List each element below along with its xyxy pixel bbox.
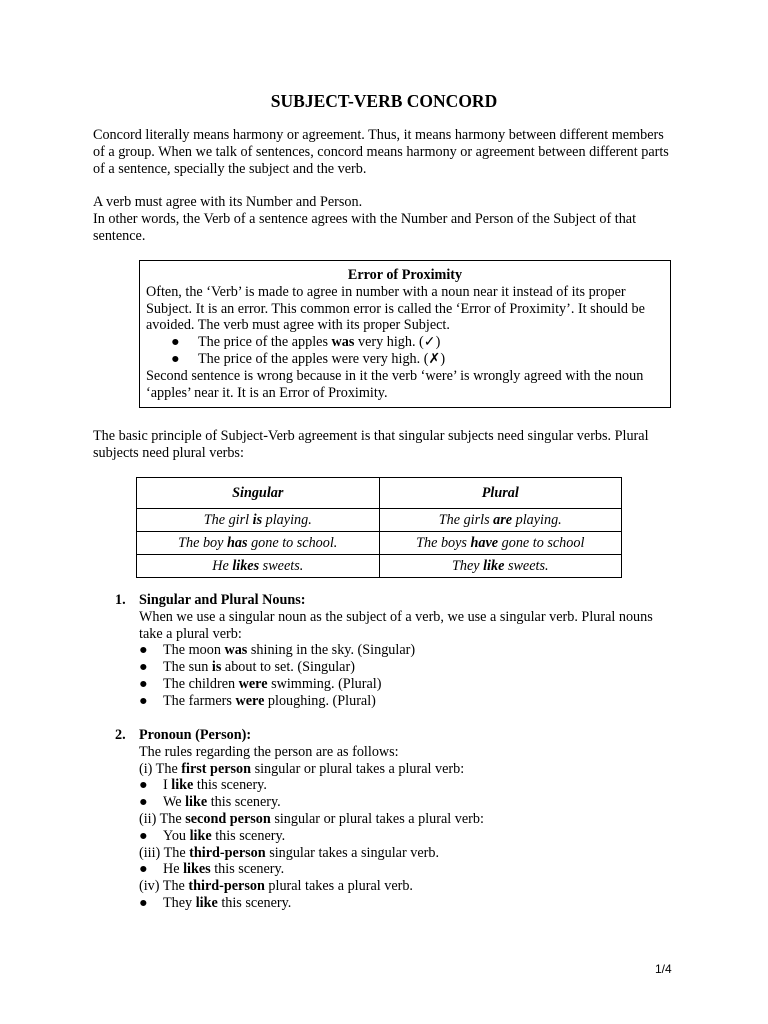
list-item: ● The children were swimming. (Plural) [139,675,382,692]
intro-paragraph: Concord literally means harmony or agreement. Thus, it means harmony between different members of a group. When we talk of sentences, concord means harmony or agreement between different parts of a sentence, specially the subject and the verb. [93,127,669,177]
table-row [137,555,622,578]
table-cell: The girl is playing. [137,509,380,532]
rule-third-person-singular: (iii) The third-person singular takes a singular verb. [139,844,439,861]
bullet-icon: ● [139,642,148,659]
list-item: ● We like this scenery. [139,794,281,811]
rule-first-person: (i) The first person singular or plural takes a plural verb: [139,760,465,777]
section-singular-plural-nouns [115,592,675,710]
bullet-icon: ● [139,777,148,794]
section-number: 2. [115,727,126,743]
box-text-2: Second sentence is wrong because in it the verb ‘were’ is wrongly agreed with the noun ‘apples’ near it. It is an Error of Proximity. [146,367,644,401]
table-cell: The boys have gone to school [379,532,622,555]
page-number: 1/4 [655,962,672,976]
list-item: ● The farmers were ploughing. (Plural) [139,692,376,709]
list-item: ● They like this scenery. [139,894,292,911]
table-header-singular: Singular [137,478,380,509]
table-cell: He likes sweets. [137,555,380,578]
bullet-icon: ● [139,659,148,676]
list-item: ● The moon was shining in the sky. (Singular) [139,642,416,659]
page-title: SUBJECT-VERB CONCORD [270,91,498,111]
box-examples [146,334,664,368]
table-header-plural: Plural [379,478,622,509]
list-item: ● He likes this scenery. [139,861,285,878]
principle-text: The basic principle of Subject-Verb agreement is that singular subjects need singular verbs. Plural subjects need plural verbs: [93,428,649,461]
table-cell: The boy has gone to school. [137,532,380,555]
bullet-icon: ● [139,675,148,692]
bullet-icon: ● [139,794,148,811]
singular-plural-table [136,477,622,578]
rule-third-person-plural: (iv) The third-person plural takes a plural verb. [139,878,413,895]
section-text: When we use a singular noun as the subject of a verb, we use a singular verb. Plural nouns take a plural verb: [139,608,653,642]
section-heading: Singular and Plural Nouns: [139,592,306,608]
section-pronoun-person [115,727,675,912]
rule-second-person: (ii) The second person singular or plural takes a plural verb: [139,810,484,827]
section-number: 1. [115,592,126,608]
bullet-icon: ● [139,692,148,709]
table-row [137,532,622,555]
bullet-icon: ● [171,350,180,367]
list-item: ● The sun is about to set. (Singular) [139,659,355,676]
box-text-1: Often, the ‘Verb’ is made to agree in number with a noun near it instead of its proper Subject. It is an error. This common error is called the ‘Error of Proximity’. It should be avoided. The verb must agree with its proper Subject. [146,283,645,334]
section-intro: The rules regarding the person are as follows: [139,743,399,760]
bullet-icon: ● [139,827,148,844]
table-header-row [137,478,622,509]
table-cell: The girls are playing. [379,509,622,532]
section-heading: Pronoun (Person): [139,727,252,743]
bullet-icon: ● [139,861,148,878]
error-of-proximity-box [139,260,671,408]
intro-rule-detail: In other words, the Verb of a sentence agrees with the Number and Person of the Subject of that sentence. [93,211,637,244]
list-item: ● You like this scenery. [139,827,286,844]
bullet-icon: ● [139,894,148,911]
table-row [137,509,622,532]
list-item: ● I like this scenery. [139,777,267,794]
box-example-correct: ● The price of the apples was very high. (✓) [171,334,441,351]
intro-rule: A verb must agree with its Number and Person. [93,194,363,210]
box-title: Error of Proximity [347,267,463,283]
table-cell: They like sweets. [379,555,622,578]
box-example-wrong: ● The price of the apples were very high. (✗) [171,350,446,367]
bullet-icon: ● [171,334,180,351]
